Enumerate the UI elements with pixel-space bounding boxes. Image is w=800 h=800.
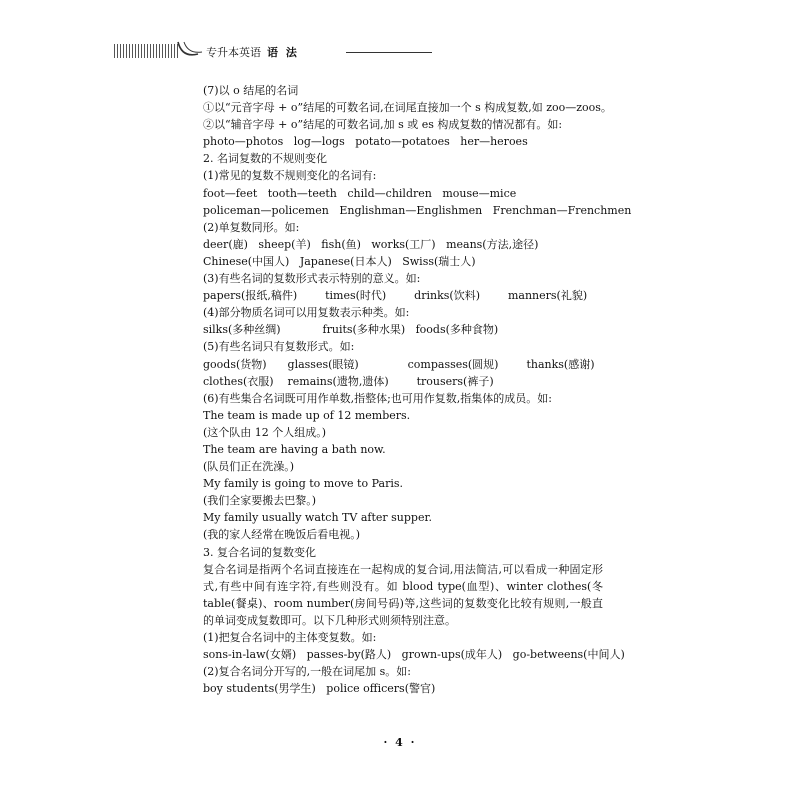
header-hatch-decoration xyxy=(114,44,178,58)
text-line: (4)部分物质名词可以用复数表示种类。如: xyxy=(203,306,410,320)
paragraph-line: 复合名词是指两个名词直接连在一起构成的复合词,用法简洁,可以看成一种固定形 xyxy=(203,562,603,576)
example-translation: (这个队由 12 个人组成。) xyxy=(203,425,327,439)
example-sentence: The team are having a bath now. xyxy=(203,442,386,456)
text-line: silks(多种丝绸) fruits(多种水果) foods(多种食物) xyxy=(203,323,499,337)
text-line: policeman—policemen Englishman—Englishmen Frenchman—Frenchmen xyxy=(203,203,632,217)
text-line: (1)常见的复数不规则变化的名词有: xyxy=(203,169,377,183)
text-line: (1)把复合名词中的主体变复数。如: xyxy=(203,631,377,644)
header-title xyxy=(206,44,299,60)
paragraph-line: table(餐桌)、room number(房间号码)等,这些词的复数变化比较有规则,一般直 xyxy=(203,596,603,610)
text-line: photo—photos log—logs potato—potatoes her—heroes xyxy=(203,135,528,149)
text-line: (2)复合名词分开写的,一般在词尾加 s。如: xyxy=(203,665,411,679)
text-line: (2)单复数同形。如: xyxy=(203,220,300,234)
example-translation: (队员们正在洗澡。) xyxy=(203,460,295,474)
text-line: boy students(男学生) police officers(警官) xyxy=(203,682,436,696)
text-line: (3)有些名词的复数形式表示特别的意义。如: xyxy=(203,272,421,286)
running-header xyxy=(114,40,434,64)
header-section: 语 法 xyxy=(267,46,299,59)
text-line: papers(报纸,稿件) times(时代) drinks(饮料) manners(礼貌) xyxy=(203,289,588,303)
example-translation: (我的家人经常在晚饭后看电视。) xyxy=(203,528,361,542)
text-line: sons-in-law(女婿) passes-by(路人) grown-ups(成年人) go-betweens(中间人) xyxy=(203,648,625,662)
text-line: ②以“辅音字母 + o”结尾的可数名词,加 s 或 es 构成复数的情况都有。如: xyxy=(203,118,563,132)
header-book-title: 专升本英语 xyxy=(206,46,261,59)
example-translation: (我们全家要搬去巴黎。) xyxy=(203,494,317,508)
text-line: goods(货物) glasses(眼镜) compasses(圆规) thanks(感谢) xyxy=(203,357,595,371)
text-line: deer(鹿) sheep(羊) fish(鱼) works(工厂) means(方法,途径) xyxy=(203,237,539,251)
page-number: · 4 · xyxy=(383,736,417,749)
text-line: (7)以 o 结尾的名词 xyxy=(203,84,299,97)
text-line: foot—feet tooth—teeth child—children mouse—mice xyxy=(203,186,517,200)
section-heading: 2. 名词复数的不规则变化 xyxy=(203,152,327,166)
example-sentence: My family usually watch TV after supper. xyxy=(203,511,432,525)
text-line: Chinese(中国人) Japanese(日本人) Swiss(瑞士人) xyxy=(203,254,476,268)
paragraph-line: 式,有些中间有连字符,有些则没有。如 blood type(血型)、winter clothes(冬 xyxy=(203,579,603,593)
example-sentence: The team is made up of 12 members. xyxy=(203,408,411,422)
section-heading: 3. 复合名词的复数变化 xyxy=(203,545,316,559)
paragraph-line: 的单词变成复数即可。以下几种形式则须特别注意。 xyxy=(203,613,456,627)
header-rule xyxy=(346,52,432,53)
example-sentence: My family is going to move to Paris. xyxy=(203,477,403,491)
page-body xyxy=(203,82,632,697)
text-line: (6)有些集合名词既可用作单数,指整体;也可用作复数,指集体的成员。如: xyxy=(203,391,552,405)
header-swoosh-icon xyxy=(176,40,206,62)
text-line: clothes(衣服) remains(遗物,遗体) trousers(裤子) xyxy=(203,374,494,388)
text-line: ①以“元音字母 + o”结尾的可数名词,在词尾直接加一个 s 构成复数,如 zoo—zoos。 xyxy=(203,101,612,115)
text-line: (5)有些名词只有复数形式。如: xyxy=(203,340,355,354)
